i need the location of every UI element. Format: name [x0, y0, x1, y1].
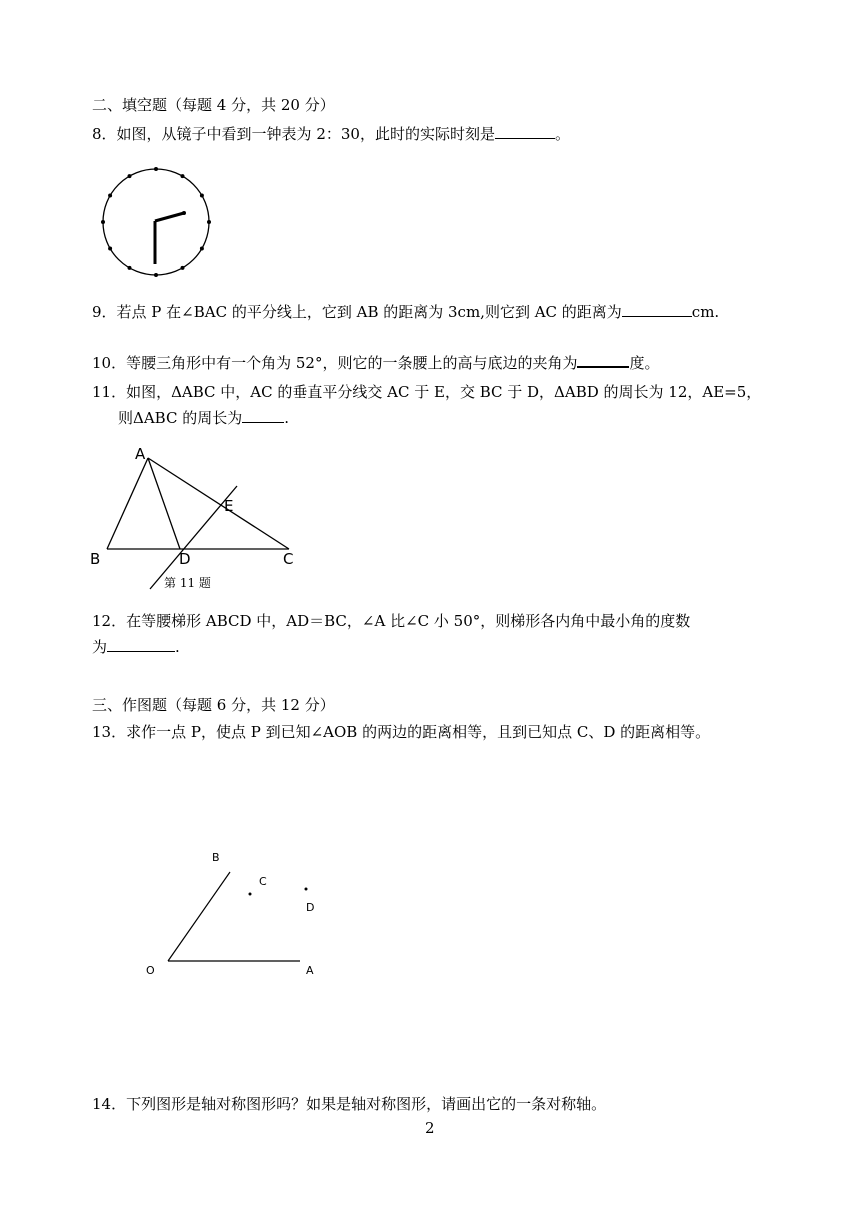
- label-13-o: O: [146, 964, 155, 977]
- question-8-end: 。: [554, 125, 570, 143]
- question-12-line-1: 12．在等腰梯形 ABCD 中，AD＝BC，∠A 比∠C 小 50°，则梯形各内角中最小角的度数: [92, 612, 691, 630]
- label-a: A: [135, 445, 146, 463]
- question-14: 14．下列图形是轴对称图形吗？如果是轴对称图形，请画出它的一条对称轴。: [92, 1095, 607, 1113]
- figure-11-caption: 第 11 题: [164, 576, 211, 590]
- question-8-text: 8．如图，从镜子中看到一钟表为 2：30，此时的实际时刻是: [92, 125, 495, 143]
- label-e: E: [224, 497, 234, 515]
- question-9-end: cm.: [691, 303, 720, 321]
- ray-ob: [168, 872, 230, 961]
- question-10-text: 10．等腰三角形中有一个角为 52°，则它的一条腰上的高与底边的夹角为: [92, 354, 578, 372]
- point-c: [249, 893, 252, 896]
- label-13-b: B: [212, 851, 220, 864]
- page-number: 2: [425, 1119, 435, 1137]
- label-b: B: [90, 550, 101, 568]
- question-9-text: 9．若点 P 在∠BAC 的平分线上，它到 AB 的距离为 3cm,则它到 AC 的距离为: [92, 303, 622, 321]
- label-13-a: A: [306, 964, 314, 977]
- label-13-c: C: [259, 875, 267, 888]
- question-12-line-2-end: .: [175, 638, 180, 656]
- label-c: C: [283, 550, 294, 568]
- question-12-line-2-text: 为: [92, 638, 108, 656]
- question-13: 13．求作一点 P，使点 P 到已知∠AOB 的两边的距离相等，且到已知点 C、D 的距离相等。: [92, 723, 711, 741]
- question-11-line-1: 11．如图，ΔABC 中，AC 的垂直平分线交 AC 于 E，交 BC 于 D，ΔABD 的周长为 12，AE=5，: [92, 383, 762, 401]
- label-13-d: D: [306, 901, 315, 914]
- section-2-heading: 二、填空题（每题 4 分，共 20 分）: [92, 96, 335, 114]
- question-11-line-2-text: 则ΔABC 的周长为: [118, 409, 243, 427]
- question-11-line-2-end: .: [284, 409, 289, 427]
- label-d: D: [179, 550, 191, 568]
- question-10-end: 度。: [629, 354, 660, 372]
- point-d: [305, 888, 308, 891]
- section-3-heading: 三、作图题（每题 6 分，共 12 分）: [92, 696, 335, 714]
